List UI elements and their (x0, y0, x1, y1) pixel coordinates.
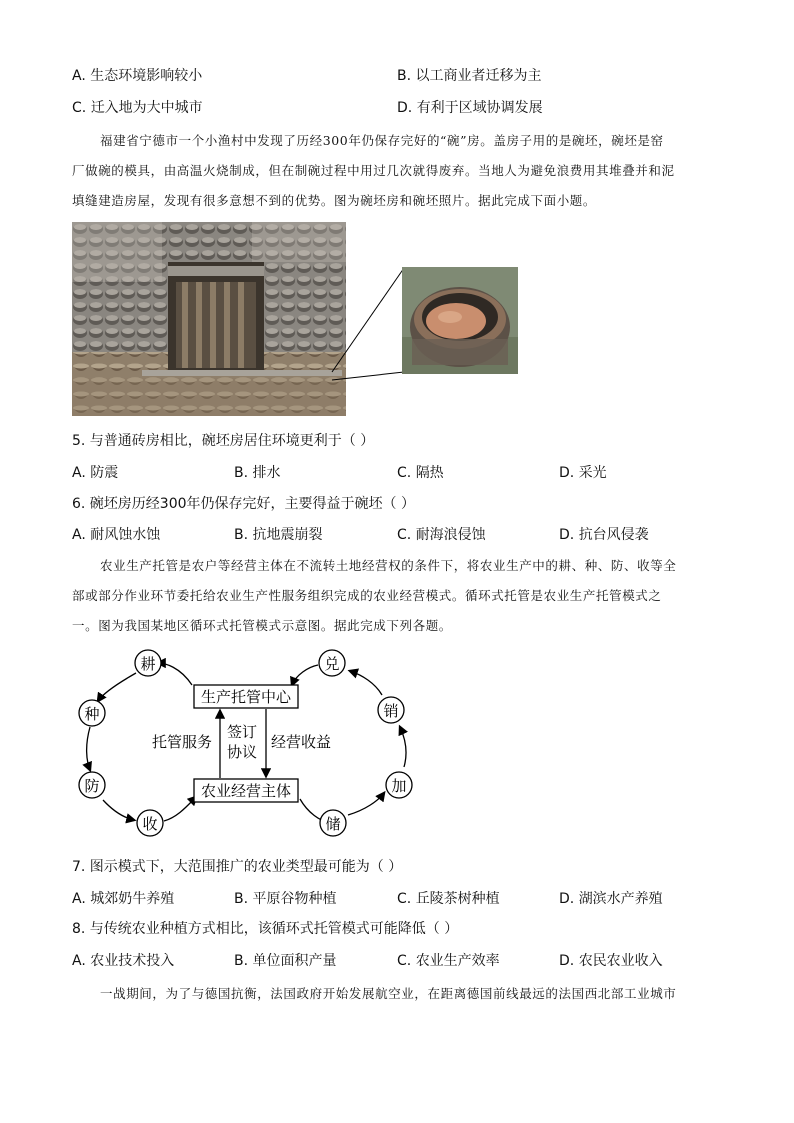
question-6-stem: 6. 碗坯房历经300年仍保存完好，主要得益于碗坯（ ） (72, 496, 415, 512)
node-fang (79, 772, 105, 798)
node-geng (135, 650, 161, 676)
q6-option-c: C. 耐海浪侵蚀 (397, 527, 486, 543)
q7-option-d: D. 湖滨水产养殖 (559, 891, 663, 907)
passage-bowl-house (72, 126, 722, 216)
arrow-jia-to-xiao (400, 727, 406, 767)
question-7-stem: 7. 图示模式下，大范围推广的农业类型最可能为（ ） (72, 859, 403, 875)
q7-option-b: B. 平原谷物种植 (234, 891, 337, 907)
label-sign: 签订 (227, 723, 258, 741)
bowl-mold-image (402, 267, 518, 374)
production-center-label: 生产托管中心 (200, 688, 292, 706)
svg-text:加: 加 (391, 777, 407, 795)
arrow-fang-to-shou (103, 800, 134, 820)
connector-lines (330, 266, 410, 386)
prev-option-d: D. 有利于区域协调发展 (397, 100, 543, 116)
prev-option-c: C. 迁入地为大中城市 (72, 100, 203, 116)
q5-option-a: A. 防震 (72, 465, 119, 481)
bowl-house-wall-image (72, 222, 346, 416)
arrow-zhong-to-fang (87, 727, 90, 770)
label-agreement: 协议 (227, 743, 258, 761)
passage1-line-3: 填缝建造房屋，发现有很多意想不到的优势。图为碗坯房和碗坯照片。据此完成下面小题。 (72, 193, 597, 208)
svg-text:耕: 耕 (140, 655, 156, 673)
agri-subject-label: 农业经营主体 (200, 782, 292, 800)
node-chu (320, 810, 346, 836)
svg-text:防: 防 (84, 777, 100, 795)
cyclic-trusteeship-diagram (70, 645, 420, 840)
q5-option-c: C. 隔热 (397, 465, 444, 481)
passage2-line-2: 部或部分作业环节委托给农业生产性服务组织完成的农业经营模式。循环式托管是农业生产托管模式之 (72, 588, 662, 603)
node-dui (319, 650, 345, 676)
q8-option-c: C. 农业生产效率 (397, 953, 500, 969)
passage-france-aviation (72, 979, 722, 1009)
arrow-xiao-to-dui (350, 671, 382, 695)
svg-text:兑: 兑 (324, 655, 340, 673)
passage1-line-2: 厂做碗的模具，由高温火烧制成，但在制碗过程中用过几次就得废弃。当地人为避免浪费用其堆叠并和泥 (72, 163, 675, 178)
node-zhong (79, 700, 105, 726)
q8-option-d: D. 农民农业收入 (559, 953, 663, 969)
question-5-stem: 5. 与普通砖房相比，碗坯房居住环境更利于（ ） (72, 433, 375, 449)
prev-option-b: B. 以工商业者迁移为主 (397, 68, 542, 84)
arrow-center-to-geng (158, 663, 192, 685)
q6-option-a: A. 耐风蚀水蚀 (72, 527, 161, 543)
prev-option-a: A. 生态环境影响较小 (72, 68, 203, 84)
q8-option-b: B. 单位面积产量 (234, 953, 337, 969)
node-xiao (378, 697, 404, 723)
q7-option-c: C. 丘陵茶树种植 (397, 891, 500, 907)
question-8-stem: 8. 与传统农业种植方式相比，该循环式托管模式可能降低（ ） (72, 921, 459, 937)
q7-option-a: A. 城郊奶牛养殖 (72, 891, 175, 907)
q8-option-a: A. 农业技术投入 (72, 953, 175, 969)
bowl-house-photo (72, 222, 346, 416)
arrow-geng-to-zhong (98, 673, 136, 701)
passage-agri-trusteeship (72, 551, 722, 641)
arrow-shou-to-subject (164, 797, 196, 821)
arrow-dui-to-center (292, 665, 318, 685)
q5-option-d: D. 采光 (559, 465, 607, 481)
label-revenue: 经营收益 (271, 733, 332, 751)
q5-option-b: B. 排水 (234, 465, 281, 481)
svg-text:收: 收 (142, 815, 158, 833)
passage1-line-1: 福建省宁德市一个小渔村中发现了历经300年仍保存完好的“碗”房。盖房子用的是碗坯，碗坯是窑 (100, 133, 664, 148)
q6-option-d: D. 抗台风侵袭 (559, 527, 649, 543)
svg-text:储: 储 (325, 815, 341, 833)
passage2-line-1: 农业生产托管是农户等经营主体在不流转土地经营权的条件下，将农业生产中的耕、种、防、收等全 (100, 558, 677, 573)
arrow-chu-to-jia (348, 793, 384, 815)
node-jia (386, 772, 412, 798)
q6-option-b: B. 抗地震崩裂 (234, 527, 323, 543)
bowl-mold-photo (402, 267, 518, 374)
svg-text:种: 种 (84, 705, 100, 723)
label-trust-service: 托管服务 (152, 733, 213, 751)
passage3-line-1: 一战期间，为了与德国抗衡，法国政府开始发展航空业，在距离德国前线最远的法国西北部工业城市 (100, 986, 677, 1001)
node-shou (137, 810, 163, 836)
passage2-line-3: 一。图为我国某地区循环式托管模式示意图。据此完成下列各题。 (72, 618, 452, 633)
svg-text:销: 销 (383, 702, 399, 720)
